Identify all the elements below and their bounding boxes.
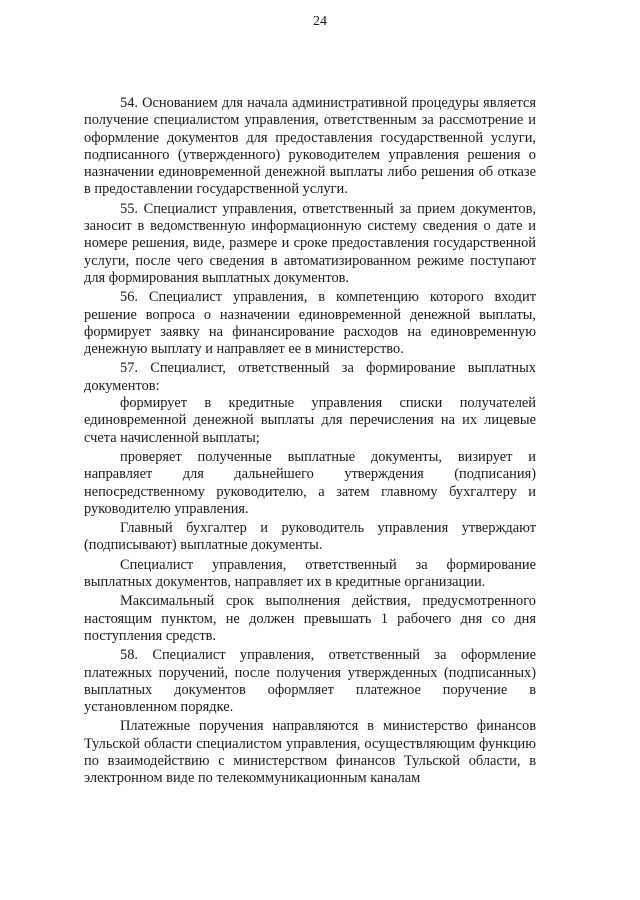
paragraph-payment-orders: Платежные поручения направляются в министерство финансов Тульской области специалистом управления, осуществляющим функцию по взаимодействию с министерством финансов Тульской области, в электронном виде по телекоммуникационным каналам [84, 718, 536, 787]
paragraph-57-item-1: формирует в кредитные управления списки получателей единовременной денежной выплаты для перечисления на их лицевые счета начисленной выплаты; [84, 395, 536, 446]
page-number: 24 [313, 14, 327, 29]
paragraph-sending: Специалист управления, ответственный за формирование выплатных документов, направляет их в кредитные организации. [84, 556, 536, 591]
paragraph-58: 58. Специалист управления, ответственный за оформление платежных поручений, после получения утвержденных (подписанных) выплатных документов оформляет платежное поручение в установленном порядке. [84, 647, 536, 716]
paragraph-57: 57. Специалист, ответственный за формирование выплатных документов: [84, 360, 536, 394]
document-body [84, 95, 536, 788]
paragraph-57-item-2: проверяет полученные выплатные документы, визирует и направляет для дальнейшего утверждения (подписания) непосредственному руководителю, а затем главному бухгалтеру и руководителю управления. [84, 448, 536, 517]
paragraph-56: 56. Специалист управления, в компетенцию которого входит решение вопроса о назначении единовременной денежной выплаты, формирует заявку на финансирование расходов на единовременную денежную выплату и направляет ее в министерство. [84, 289, 536, 358]
paragraph-55: 55. Специалист управления, ответственный за прием документов, заносит в ведомственную информационную систему сведения о дате и номере решения, виде, размере и сроке предоставления государственной услуги, после чего сведения в автоматизированном режиме поступают для формирования выплатных документов. [84, 200, 536, 286]
paragraph-deadline: Максимальный срок выполнения действия, предусмотренного настоящим пунктом, не должен превышать 1 рабочего дня со дня поступления средств. [84, 593, 536, 644]
paragraph-approval: Главный бухгалтер и руководитель управления утверждают (подписывают) выплатные документы. [84, 520, 536, 554]
paragraph-54: 54. Основанием для начала административной процедуры является получение специалистом управления, ответственным за рассмотрение и оформление документов для предоставления государственной услуги, подписанного (утвержденного) руководителем управления решения о назначении единовременной денежной выплаты либо решения об отказе в предоставлении государственной услуги. [84, 95, 536, 198]
